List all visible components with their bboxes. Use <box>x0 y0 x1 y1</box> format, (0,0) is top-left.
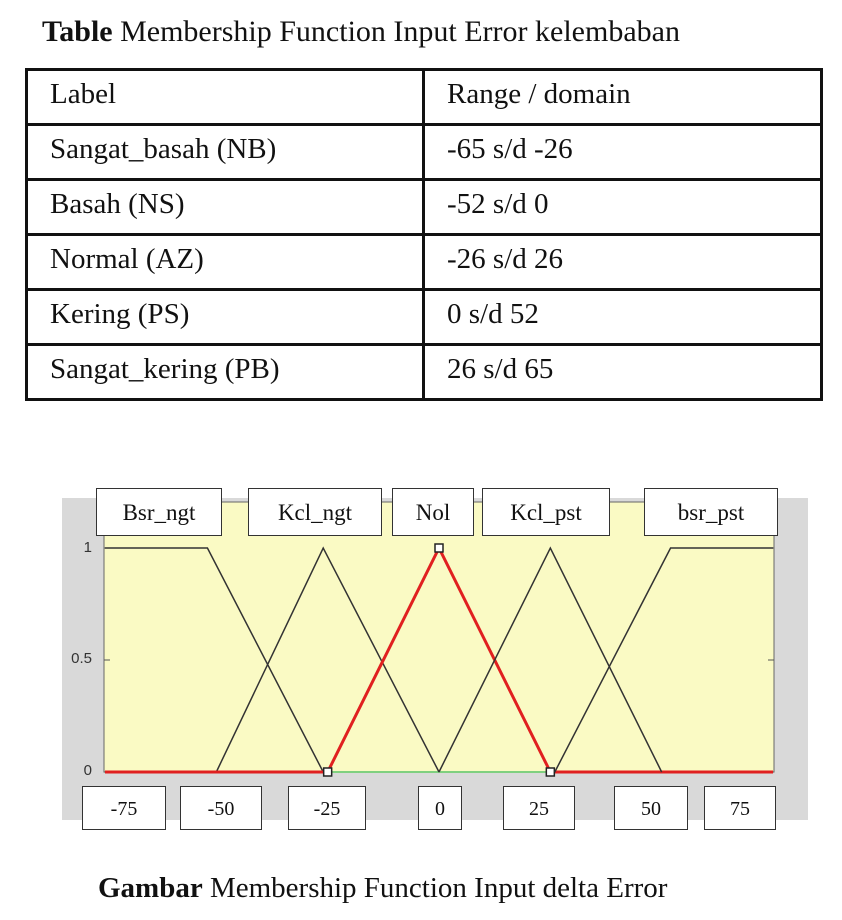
table-cell: Basah (NS) <box>27 180 424 235</box>
mf-label-bsr-ngt[interactable]: Bsr_ngt <box>96 488 222 536</box>
mf-label-nol[interactable]: Nol <box>392 488 474 536</box>
membership-function-chart <box>0 480 842 850</box>
table-row <box>27 345 822 400</box>
x-tick-label: 0 <box>418 786 462 830</box>
table-row <box>27 180 822 235</box>
table-cell: Normal (AZ) <box>27 235 424 290</box>
figure-caption: Gambar Membership Function Input delta Error <box>98 872 668 904</box>
table-header-row <box>27 70 822 125</box>
x-tick-label: -25 <box>288 786 366 830</box>
table-cell: -26 s/d 26 <box>424 235 822 290</box>
table-cell: Sangat_basah (NB) <box>27 125 424 180</box>
y-tick-label: 0.5 <box>71 650 92 667</box>
y-tick-label: 0 <box>83 762 92 779</box>
table-cell: 26 s/d 65 <box>424 345 822 400</box>
y-tick-label: 1 <box>83 539 92 556</box>
mf-label-kcl-pst[interactable]: Kcl_pst <box>482 488 610 536</box>
table-caption: Table Membership Function Input Error kelembaban <box>42 15 680 48</box>
table-row <box>27 235 822 290</box>
table-header-range: Range / domain <box>424 70 822 125</box>
x-tick-label: -50 <box>180 786 262 830</box>
table-row <box>27 125 822 180</box>
table-row <box>27 290 822 345</box>
table-header-label: Label <box>27 70 424 125</box>
table-cell: -65 s/d -26 <box>424 125 822 180</box>
vertex-marker <box>435 544 443 552</box>
mf-label-kcl-ngt[interactable]: Kcl_ngt <box>248 488 382 536</box>
table-cell: Kering (PS) <box>27 290 424 345</box>
x-tick-label: -75 <box>82 786 166 830</box>
table-cell: 0 s/d 52 <box>424 290 822 345</box>
table-cell: Sangat_kering (PB) <box>27 345 424 400</box>
mf-label-bsr-pst[interactable]: bsr_pst <box>644 488 778 536</box>
x-tick-label: 50 <box>614 786 688 830</box>
membership-table <box>25 68 823 401</box>
plot-background <box>104 502 774 772</box>
vertex-marker <box>546 768 554 776</box>
vertex-marker <box>324 768 332 776</box>
x-tick-label: 25 <box>503 786 575 830</box>
table-cell: -52 s/d 0 <box>424 180 822 235</box>
x-tick-label: 75 <box>704 786 776 830</box>
